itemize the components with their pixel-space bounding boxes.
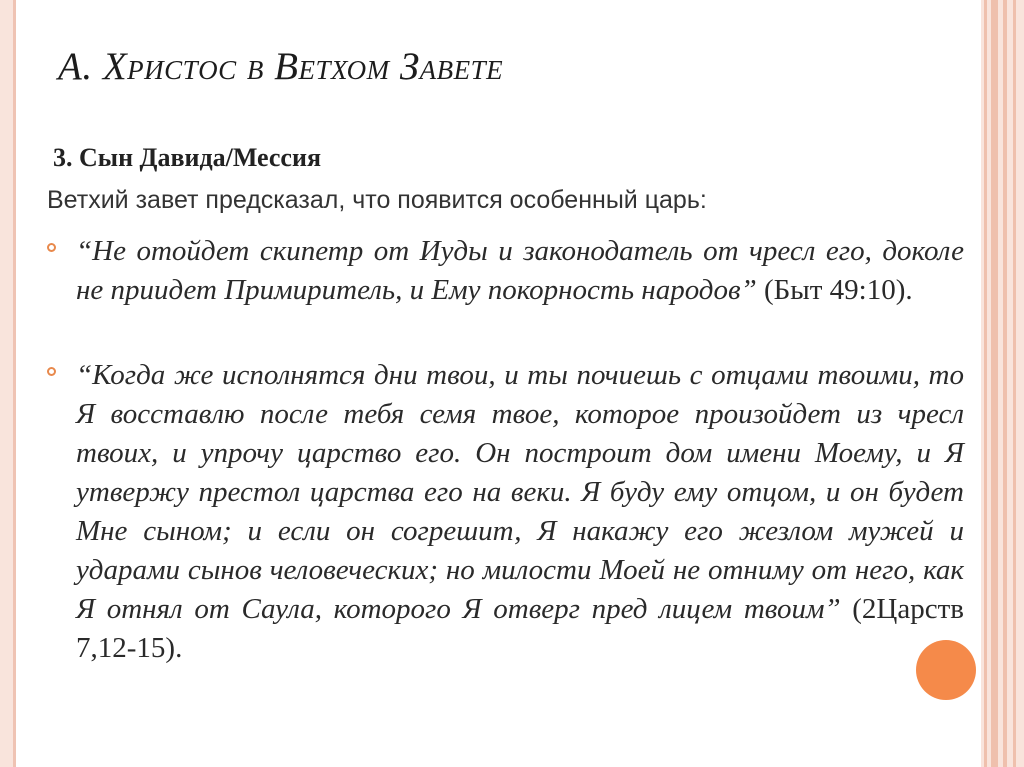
right-frame-stripe (1003, 0, 1007, 767)
quote-text: “Когда же исполнятся дни твои, и ты почиешь с отцами твоими, то Я восставлю после тебя семя твое, которое произойдет из чресл твоих, и упрочу царство его. Он построит дом имени Моему, и Я утвержу престол царства его на веки. Я буду ему отцом, и он будет Мне сыном; и если он согрешит, Я накажу его жезлом мужей и ударами сынов человеческих; но милости Моей не отниму от него, как Я отнял от Саула, которого Я отверг пред лицем твоим” (76, 359, 964, 625)
quote-reference: (Быт 49:10). (756, 274, 913, 306)
bullet-icon (47, 243, 56, 252)
slide-subtitle: 3. Сын Давида/Мессия (53, 143, 322, 172)
quote-reference: (2Царств 7,12-15). (76, 593, 964, 664)
intro-text: Ветхий завет предсказал, что появится особенный царь: (47, 186, 707, 214)
bullet-icon (47, 367, 56, 376)
left-frame-line (13, 0, 16, 767)
left-frame-band (0, 0, 13, 767)
decorative-circle (916, 640, 976, 700)
quote-item (76, 356, 964, 668)
quote-text: “Не отойдет скипетр от Иуды и законодатель от чресл его, доколе не приидет Примиритель, и Ему покорность народов” (76, 235, 964, 306)
right-frame-stripe (1013, 0, 1016, 767)
slide-title: А. Христос в Ветхом Завете (58, 45, 504, 88)
quote-item (76, 232, 964, 310)
right-frame-stripe (991, 0, 998, 767)
right-frame-stripe (984, 0, 987, 767)
